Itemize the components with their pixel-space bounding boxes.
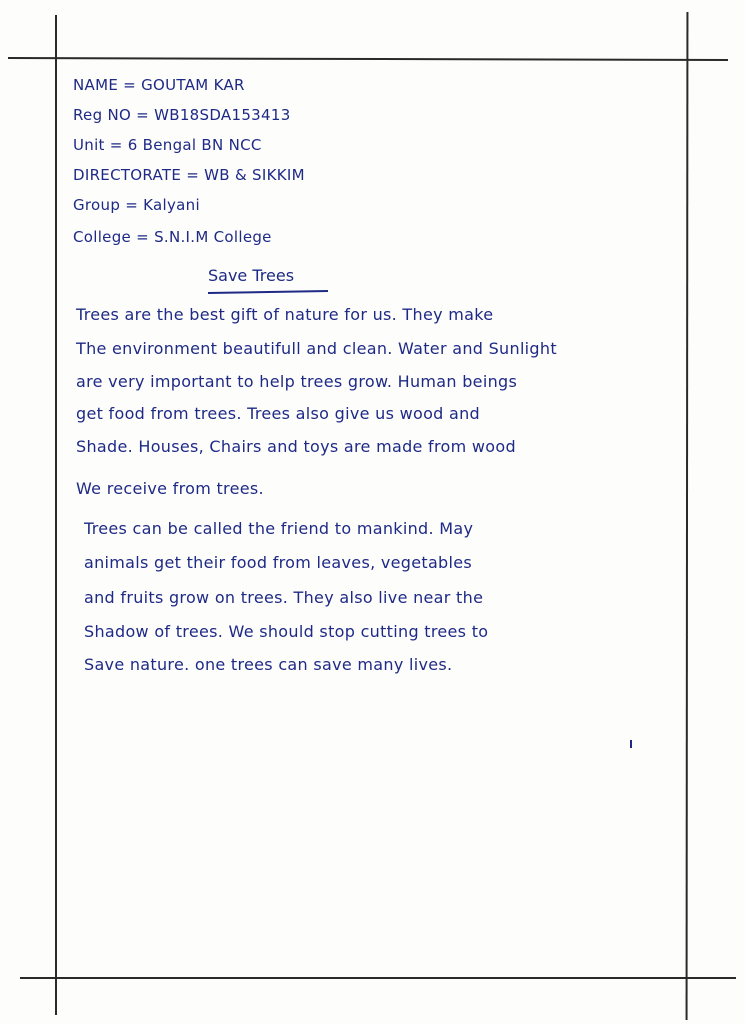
paragraph-line: Shade. Houses, Chairs and toys are made from wood: [76, 437, 516, 456]
reg-no-line: Reg NO = WB18SDA153413: [73, 106, 291, 124]
stray-pen-mark: [630, 740, 632, 748]
paragraph-line: We receive from trees.: [76, 479, 264, 498]
paragraph-line: Shadow of trees. We should stop cutting trees to: [84, 622, 489, 641]
name-line: NAME = GOUTAM KAR: [73, 76, 245, 94]
paragraph-line: Save nature. one trees can save many lives.: [84, 655, 453, 674]
unit-line: Unit = 6 Bengal BN NCC: [73, 136, 262, 154]
margin-line-right: [686, 12, 688, 1020]
paragraph-line: The environment beautifull and clean. Water and Sunlight: [76, 339, 557, 358]
group-line: Group = Kalyani: [73, 196, 200, 214]
title-underline: [208, 290, 328, 294]
college-line: College = S.N.I.M College: [73, 228, 272, 246]
paragraph-line: get food from trees. Trees also give us wood and: [76, 404, 481, 423]
page-rule-top: [8, 57, 728, 60]
paragraph-line: and fruits grow on trees. They also live near the: [84, 588, 484, 607]
margin-line-left: [55, 15, 57, 1015]
directorate-line: DIRECTORATE = WB & SIKKIM: [73, 166, 305, 184]
paragraph-line: animals get their food from leaves, vegetables: [84, 553, 473, 572]
paragraph-line: Trees can be called the friend to mankind. May: [84, 519, 474, 538]
paragraph-line: Trees are the best gift of nature for us. They make: [76, 305, 494, 324]
essay-title: Save Trees: [208, 266, 295, 285]
paragraph-line: are very important to help trees grow. Human beings: [76, 372, 518, 391]
page-rule-bottom: [20, 977, 736, 979]
